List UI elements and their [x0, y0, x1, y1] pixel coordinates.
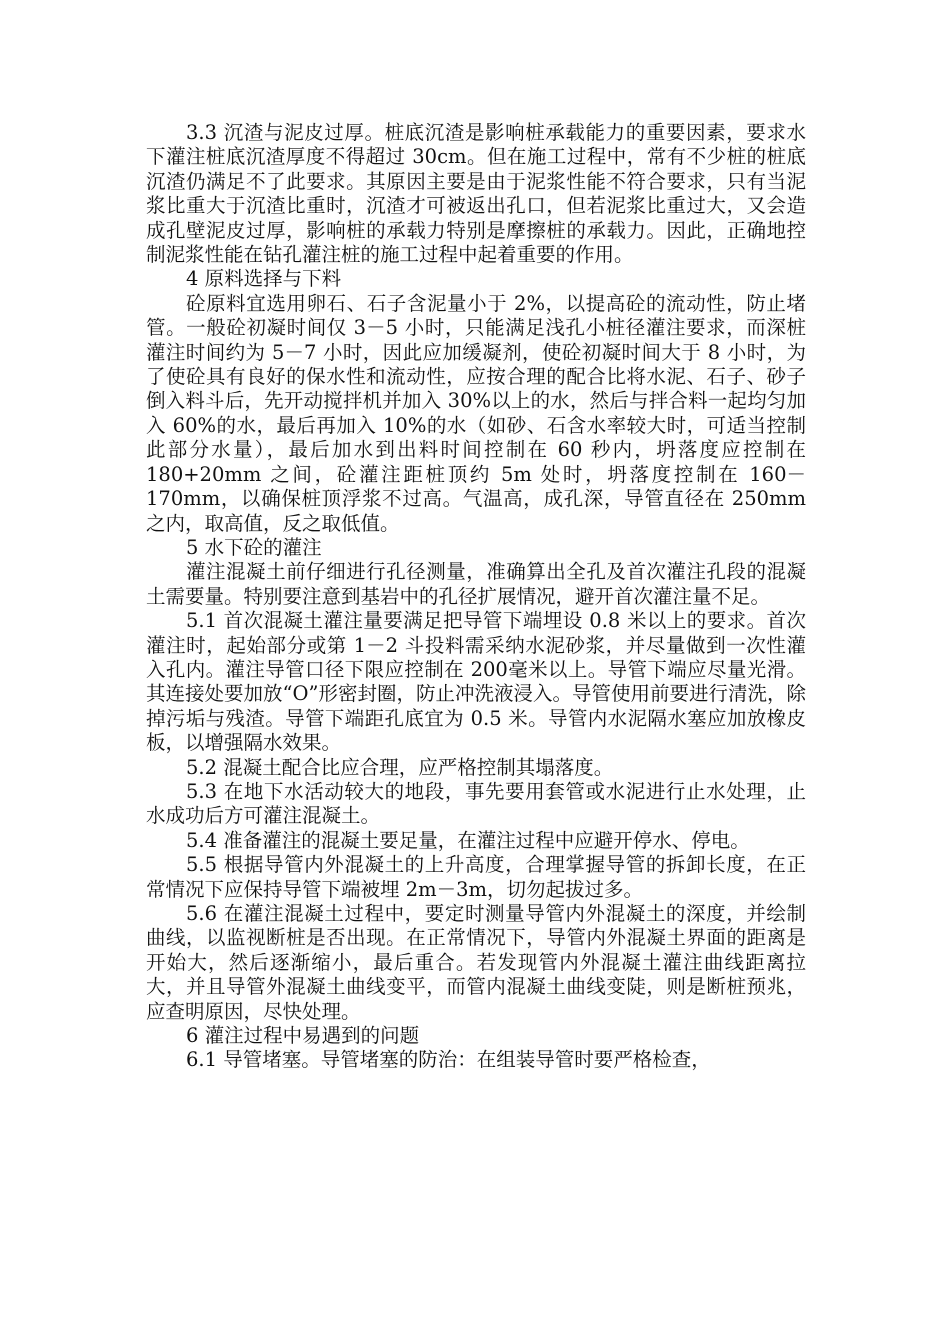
heading-4-materials: 4 原料选择与下料 [186, 267, 342, 291]
para-5-2: 5.2 混凝土配合比应合理，应严格控制其塌落度。 [186, 755, 614, 779]
heading-6-problems: 6 灌注过程中易遇到的问题 [186, 1024, 420, 1048]
para-5-intro: 灌注混凝土前仔细进行孔径测量，准确算出全孔及首次灌注孔段的混凝土需要量。特别要注意到基岩中的孔径扩展情况，避开首次灌注量不足。 [146, 560, 806, 608]
para-5-6: 5.6 在灌注混凝土过程中，要定时测量导管内外混凝土的深度，并绘制曲线，以监视断桩是否出现。在正常情况下，导管内外混凝土界面的距离是开始大，然后逐渐缩小，最后重合。若发现管内外混凝土灌注曲线距离拉大，并且导管外混凝土曲线变平，而管内混凝土曲线变陡，则是断桩预兆，应查明原因，尽快处理。 [146, 902, 806, 1023]
document-page [146, 121, 806, 1073]
para-5-5: 5.5 根据导管内外混凝土的上升高度，合理掌握导管的拆卸长度，在正常情况下应保持导管下端被埋 2m－3m，切勿起拔过多。 [146, 853, 806, 901]
para-3-3-sediment: 3.3 沉渣与泥皮过厚。桩底沉渣是影响桩承载能力的重要因素，要求水下灌注桩底沉渣厚度不得超过 30cm。但在施工过程中，常有不少桩的桩底沉渣仍满足不了此要求。其原因主要是由于泥浆性能不符合要求，只有当泥浆比重大于沉渣比重时，沉渣才可被返出孔口，但若泥浆比重过大，又会造成孔壁泥皮过厚，影响桩的承载力特别是摩擦桩的承载力。因此，正确地控制泥浆性能在钻孔灌注桩的施工过程中起着重要的作用。 [146, 121, 806, 267]
heading-5-pouring: 5 水下砼的灌注 [186, 535, 322, 559]
para-5-3: 5.3 在地下水活动较大的地段，事先要用套管或水泥进行止水处理，止水成功后方可灌注混凝土。 [146, 779, 806, 828]
para-4-body: 砼原料宜选用卵石、石子含泥量小于 2%，以提高砼的流动性，防止堵管。一般砼初凝时间仅 3－5 小时，只能满足浅孔小桩径灌注要求，而深桩灌注时间约为 5－7 小时，因此应加缓凝剂，使砼初凝时间大于 8 小时，为了使砼具有良好的保水性和流动性，应按合理的配合比将水泥、石子、砂子倒入料斗后，先开动搅拌机并加入 30%以上的水，然后与拌合料一起均匀加入 60%的水，最后再加入 10%的水（如砂、石含水率较大时，可适当控制此部分水量），最后加水到出料时间控制在 60 秒内，坍落度应控制在 180+20mm 之间，砼灌注距桩顶约 5m 处时，坍落度控制在 160－170mm，以确保桩顶浮浆不过高。气温高，成孔深，导管直径在 250mm 之内，取高值，反之取低值。 [146, 291, 806, 535]
para-5-4: 5.4 准备灌注的混凝土要足量，在灌注过程中应避开停水、停电。 [186, 828, 750, 852]
para-5-1: 5.1 首次混凝土灌注量要满足把导管下端埋设 0.8 米以上的要求。首次灌注时，起始部分或第 1－2 斗投料需采纳水泥砂浆，并尽量做到一次性灌入孔内。灌注导管口径下限应控制在 200毫米以上。导管下端应尽量光滑。其连接处要加放“O”形密封圈，防止冲洗液浸入。导管使用前要进行清洗，除掉污垢与残渣。导管下端距孔底宜为 0.5 米。导管内水泥隔水塞应加放橡皮板，以增强隔水效果。 [146, 609, 806, 755]
para-6-1: 6.1 导管堵塞。导管堵塞的防治：在组装导管时要严格检查， [186, 1048, 711, 1072]
